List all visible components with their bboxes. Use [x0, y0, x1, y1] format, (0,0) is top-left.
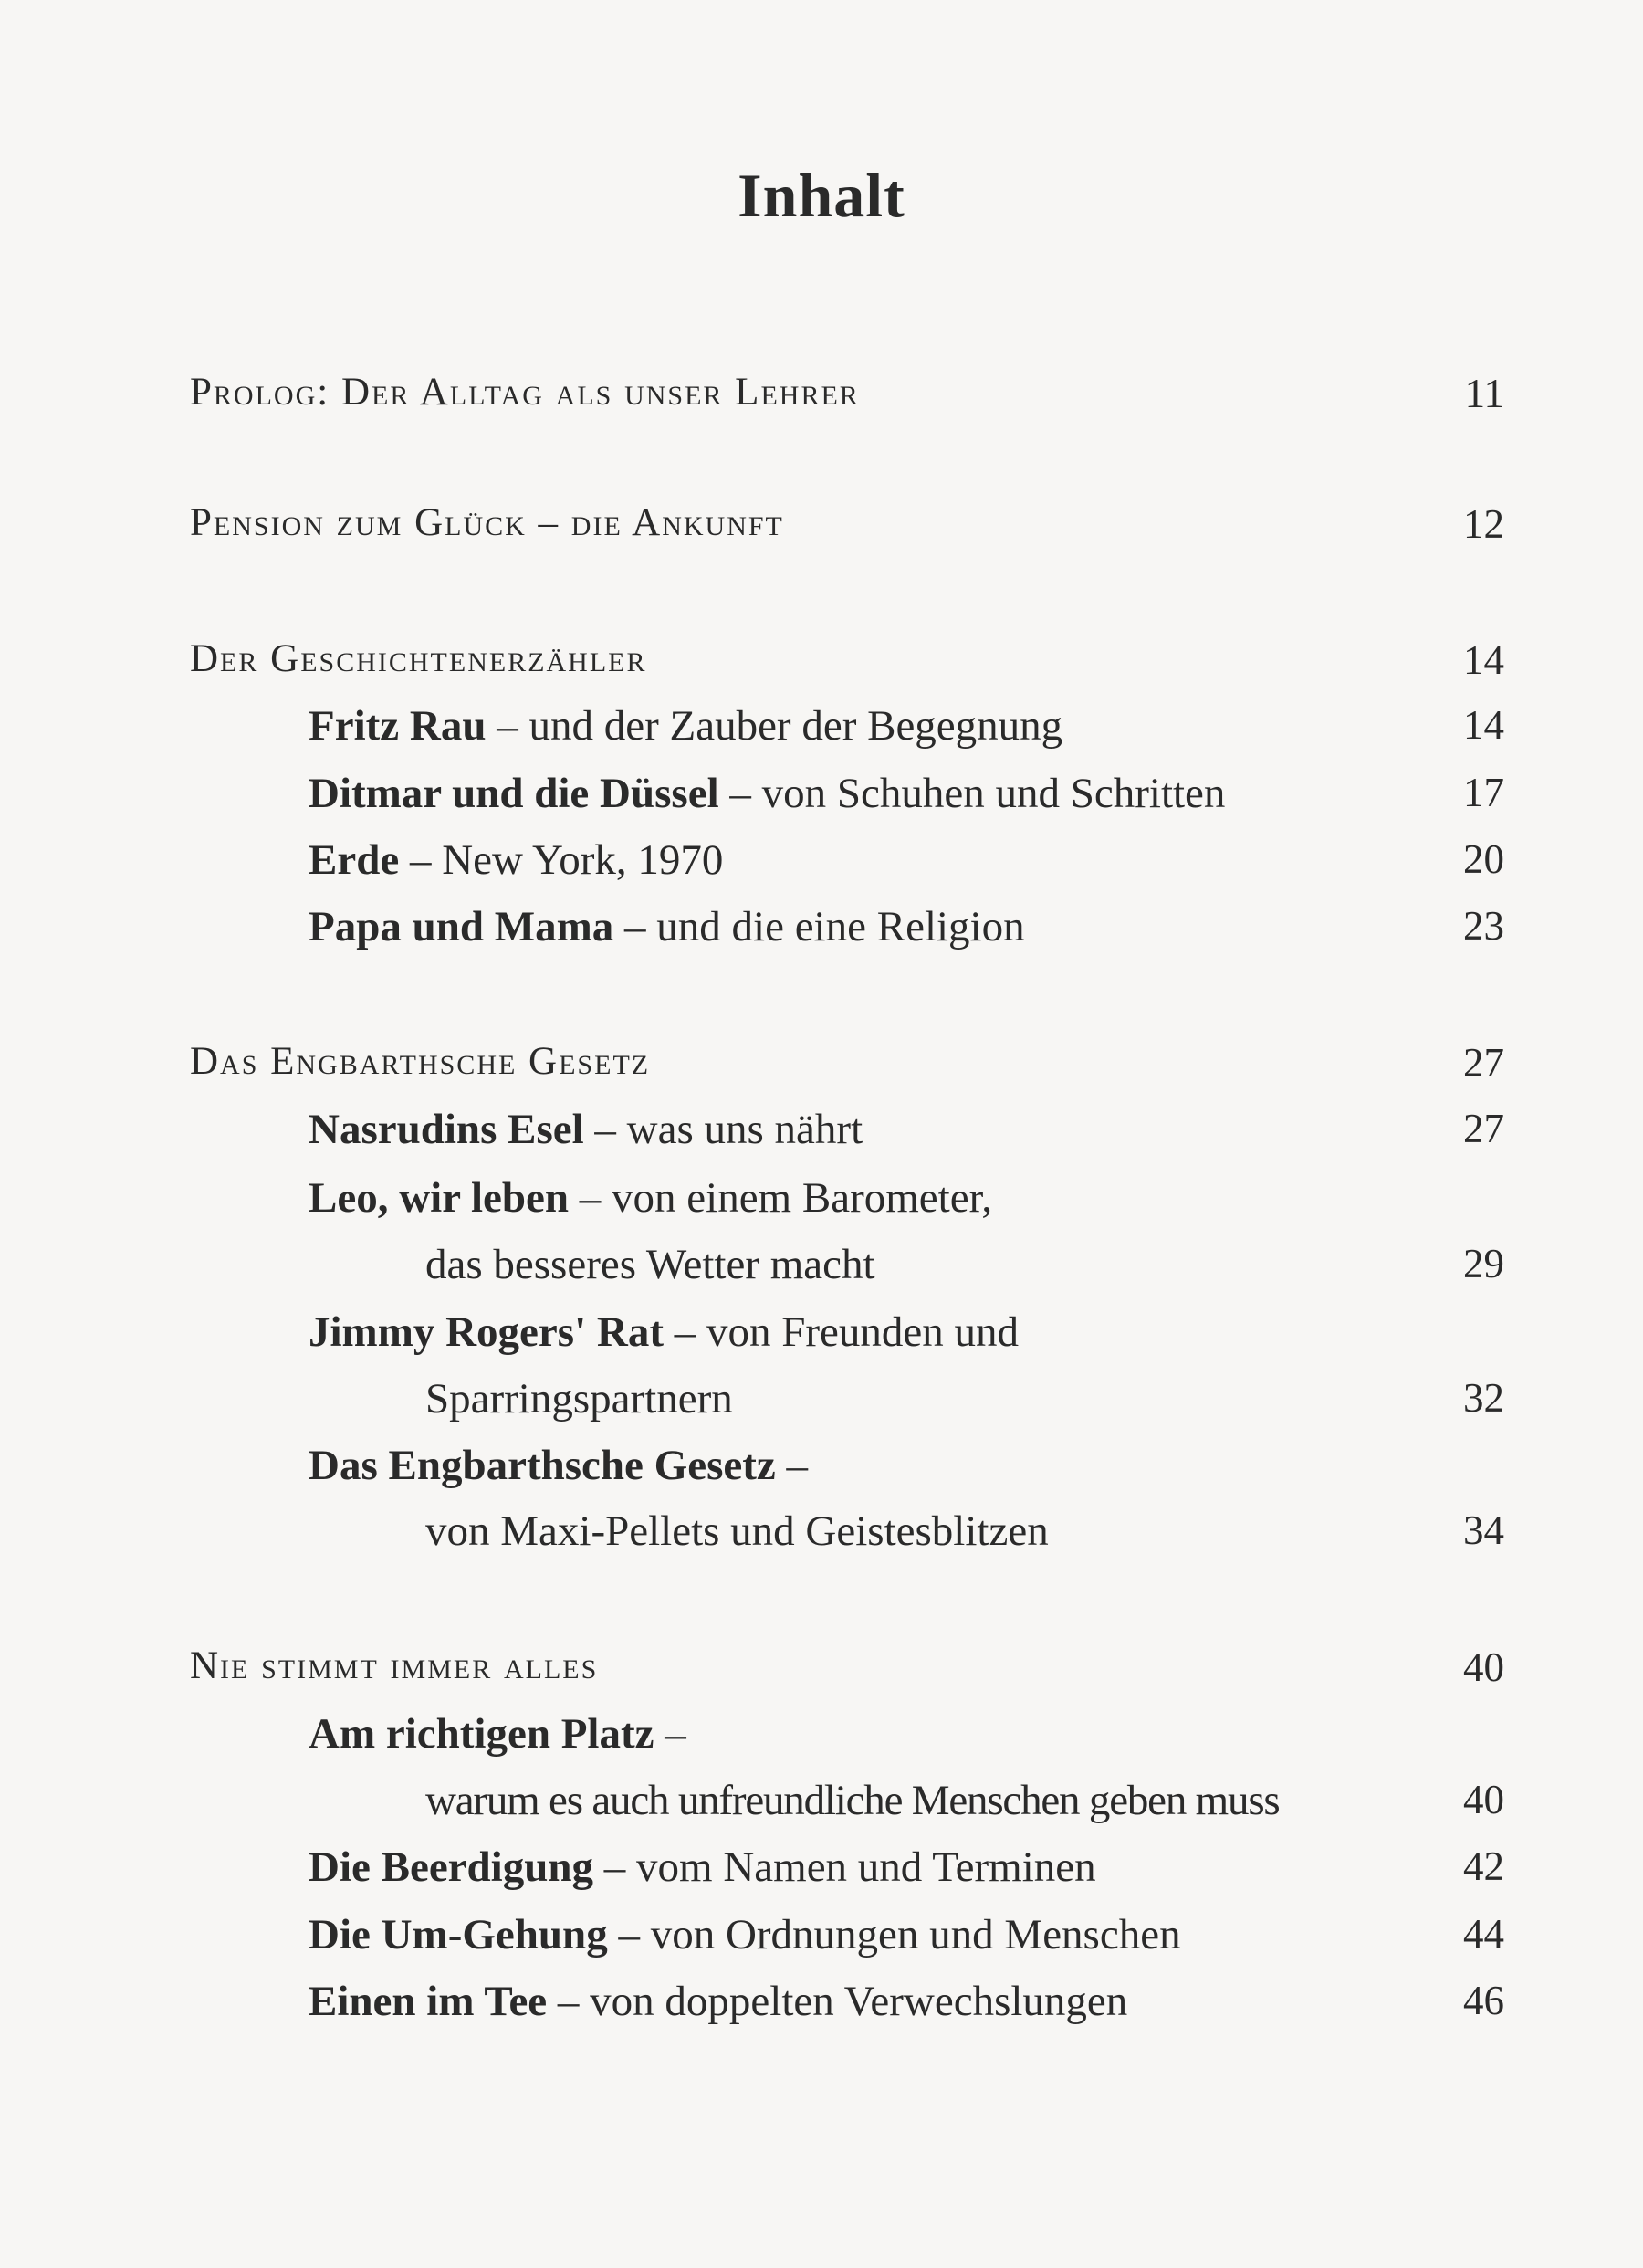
page-number: 27: [1463, 1040, 1504, 1086]
entry-subtitle: – von Schuhen und Schritten: [718, 770, 1226, 817]
entry-title: Die Um-Gehung: [309, 1911, 608, 1958]
entry-subtitle: – New York, 1970: [399, 836, 724, 884]
toc-entry: [0, 1441, 1643, 1499]
entry-title: Nasrudins Esel: [309, 1106, 584, 1153]
page-number: 17: [1463, 770, 1504, 815]
entry-title: Einen im Tee: [309, 1978, 548, 2025]
chapter-label: Pension zum Glück – die Ankunft: [190, 501, 784, 544]
toc-entry: [0, 769, 1643, 827]
chapter-label: Nie stimmt immer alles: [190, 1644, 599, 1687]
entry-text: [309, 701, 1062, 751]
page-number: 32: [1463, 1375, 1504, 1421]
entry-title: Das Engbarthsche Gesetz: [309, 1442, 776, 1489]
chapter-label: Der Geschichtenerzähler: [190, 637, 647, 680]
toc-chapter-prolog: [0, 370, 1643, 428]
entry-subtitle: – und der Zauber der Begegnung: [486, 702, 1063, 750]
page-number: 29: [1463, 1241, 1504, 1286]
page-number: 40: [1463, 1777, 1504, 1822]
entry-title: Die Beerdigung: [309, 1843, 594, 1891]
toc-entry: [0, 1709, 1643, 1768]
toc-entry: [0, 1977, 1643, 2035]
entry-subtitle: – und die eine Religion: [613, 903, 1025, 950]
entry-subtitle: –: [654, 1710, 686, 1758]
entry-text: [309, 1977, 1127, 2026]
page-number: 12: [1463, 501, 1504, 547]
entry-text: [309, 769, 1225, 818]
entry-title: Ditmar und die Düssel: [309, 770, 719, 817]
entry-continuation: Sparringspartnern: [425, 1375, 733, 1423]
page-number: 23: [1463, 903, 1504, 949]
entry-subtitle: – vom Namen und Terminen: [593, 1843, 1096, 1891]
toc-chapter-engbarthsche-gesetz: [0, 1039, 1643, 1097]
page-number: 44: [1463, 1911, 1504, 1957]
entry-title: Erde: [309, 836, 400, 884]
entry-continuation: warum es auch unfreundliche Menschen geben muss: [425, 1777, 1280, 1824]
toc-chapter-geschichtenerzaehler: [0, 636, 1643, 695]
entry-text: [309, 1709, 686, 1759]
entry-text: [309, 1173, 992, 1223]
entry-text: [309, 1105, 863, 1154]
toc-entry-continuation: [0, 1776, 1643, 1834]
toc-entry: [0, 902, 1643, 961]
entry-subtitle: – was uns nährt: [583, 1106, 863, 1153]
toc-title: Inhalt: [738, 161, 905, 230]
toc-entry: [0, 1843, 1643, 1901]
entry-title: Leo, wir leben: [309, 1174, 570, 1222]
toc-entry: [0, 1173, 1643, 1232]
page-number: 27: [1463, 1106, 1504, 1151]
toc-entry-continuation: [0, 1374, 1643, 1433]
page-number: 14: [1463, 702, 1504, 748]
entry-text: [309, 1843, 1096, 1892]
page-number: 20: [1463, 836, 1504, 882]
page-number: 40: [1463, 1644, 1504, 1690]
toc-entry-continuation: [0, 1240, 1643, 1298]
entry-text: [309, 1910, 1181, 1959]
toc-entry-continuation: [0, 1507, 1643, 1565]
entry-subtitle: – von Ordnungen und Menschen: [607, 1911, 1181, 1958]
page-number: 11: [1464, 371, 1504, 416]
entry-continuation: das besseres Wetter macht: [425, 1241, 875, 1288]
entry-text: [309, 835, 723, 885]
entry-subtitle: – von Freunden und: [663, 1308, 1019, 1356]
entry-title: Jimmy Rogers' Rat: [309, 1308, 664, 1356]
toc-entry: [0, 701, 1643, 760]
entry-text: [309, 902, 1025, 951]
entry-subtitle: –: [775, 1442, 808, 1489]
entry-title: Papa und Mama: [309, 903, 614, 950]
entry-text: [309, 1441, 808, 1490]
chapter-label: Prolog: Der Alltag als unser Lehrer: [190, 371, 860, 414]
entry-subtitle: – von einem Barometer,: [569, 1174, 993, 1222]
entry-title: Fritz Rau: [309, 702, 487, 750]
toc-entry: [0, 1910, 1643, 1969]
page-number: 34: [1463, 1507, 1504, 1553]
entry-title: Am richtigen Platz: [309, 1710, 654, 1758]
entry-continuation: von Maxi-Pellets und Geistesblitzen: [425, 1507, 1049, 1555]
entry-subtitle: – von doppelten Verwechslungen: [547, 1978, 1128, 2025]
toc-entry: [0, 1307, 1643, 1366]
toc-entry: [0, 1105, 1643, 1163]
toc-chapter-pension: [0, 500, 1643, 559]
toc-entry: [0, 835, 1643, 894]
page-number: 46: [1463, 1978, 1504, 2023]
page-number: 14: [1463, 637, 1504, 683]
toc-chapter-nie-stimmt-immer-alles: [0, 1643, 1643, 1702]
entry-text: [309, 1307, 1019, 1357]
page-number: 42: [1463, 1843, 1504, 1889]
chapter-label: Das Engbarthsche Gesetz: [190, 1040, 651, 1083]
